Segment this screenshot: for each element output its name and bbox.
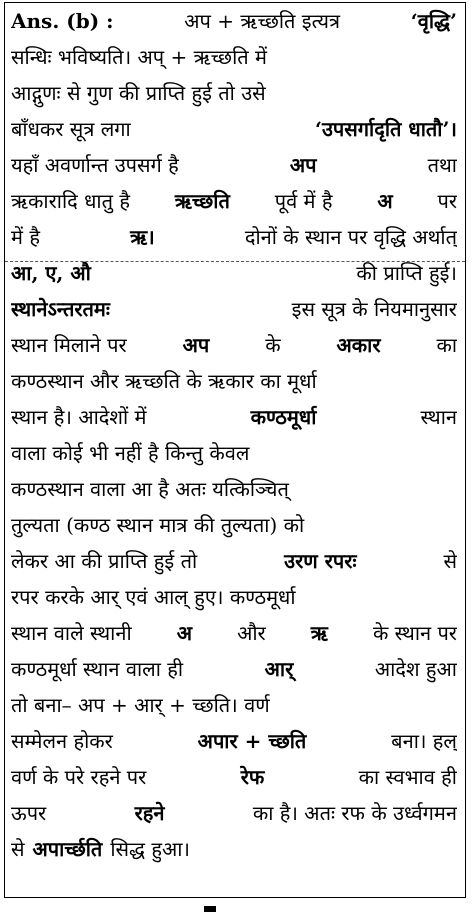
text-segment: पर [437, 189, 457, 213]
bold-term: ऋ [310, 621, 328, 645]
text-segment: स्थान वाले स्थानी [11, 621, 132, 645]
text-line [11, 471, 457, 507]
bold-term: अप [182, 333, 210, 357]
text-segment: बना। हल् [391, 729, 457, 753]
bold-term: ऋ। [130, 225, 155, 249]
text-segment: स्थान मिलाने पर [11, 333, 127, 357]
text-segment: का है। अतः रफ के उर्ध्वगमन [252, 801, 457, 825]
text-segment: के स्थान पर [372, 621, 457, 645]
text-segment: सम्मेलन होकर [11, 729, 113, 753]
bold-term: अ [377, 189, 393, 213]
text-segment: कण्ठस्थान वाला आ है अतः यत्किञ्चित् [11, 477, 289, 501]
bold-term: ‘वृद्धि’ [410, 9, 457, 33]
text-line [11, 507, 457, 543]
text-segment: लेकर आ की प्राप्ति हुई तो [11, 549, 198, 573]
text-line [11, 147, 457, 183]
text-line [11, 723, 457, 759]
bold-term: अपार + च्छति [197, 729, 307, 753]
text-segment: स्थान है। आदेशों में [11, 405, 147, 429]
text-line [11, 687, 457, 723]
text-segment: अप + ऋच्छति इत्यत्र [184, 9, 341, 33]
text-segment: यहाँ अवर्णान्त उपसर्ग है [11, 153, 179, 177]
text-segment: दोनों के स्थान पर वृद्धि अर्थात् [244, 225, 457, 249]
text-line [11, 255, 457, 291]
text-line [11, 111, 457, 147]
text-line [11, 39, 457, 75]
bold-term: रेफ [240, 765, 265, 789]
text-line [11, 579, 457, 615]
text-line [11, 363, 457, 399]
bold-term: उरण रपरः [284, 549, 357, 573]
text-segment: वाला कोई भी नहीं है किन्तु केवल [11, 441, 250, 465]
bold-term: आर् [264, 657, 294, 681]
text-line [11, 183, 457, 219]
bold-term: ऋच्छति [174, 189, 230, 213]
text-segment: ऊपर [11, 801, 47, 825]
text-segment: का [436, 333, 457, 357]
text-segment: की प्राप्ति हुई। [356, 261, 457, 285]
bold-term: अकार [336, 333, 381, 357]
text-segment: से [443, 549, 457, 573]
text-segment: कण्ठमूर्धा स्थान वाला ही [11, 657, 184, 681]
text-segment: में है [11, 225, 40, 249]
text-segment: का स्वभाव ही [358, 765, 457, 789]
text-line [11, 291, 457, 327]
text-segment: तो बना– अप + आर् + च्छति। वर्ण [11, 693, 270, 717]
bold-term: कण्ठमूर्धा [250, 405, 317, 429]
bold-term: रहने [134, 801, 165, 825]
text-segment: तथा [427, 153, 457, 177]
text-segment: आद्गुणः से गुण की प्राप्ति हुई तो उसे [11, 81, 266, 105]
bold-term: स्थानेऽन्तरतमः [11, 297, 110, 321]
text-segment: कण्ठस्थान और ऋच्छति के ऋकार का मूर्धा [11, 369, 317, 393]
text-segment: के [265, 333, 281, 357]
bold-term: अप [289, 153, 317, 177]
bold-term: आ, ए, औ [11, 261, 91, 285]
text-line [11, 831, 457, 867]
text-line [11, 615, 457, 651]
text-line [11, 435, 457, 471]
answer-box [4, 2, 466, 898]
text-segment: रपर करके आर् एवं आल् हुए। कण्ठमूर्धा [11, 585, 296, 609]
text-segment: वर्ण के परे रहने पर [11, 765, 147, 789]
text-segment: से [11, 837, 25, 861]
bold-term: अ [176, 621, 192, 645]
text-line [11, 75, 457, 111]
text-line [11, 651, 457, 687]
bold-term: अपार्च्छति [32, 837, 103, 861]
text-segment: और [237, 621, 266, 645]
text-line [11, 3, 457, 39]
text-line [11, 543, 457, 579]
text-segment: सन्धिः भवि‍ष्यति। अप् + ऋच्छति में [11, 45, 267, 69]
text-segment: सिद्ध हुआ। [110, 837, 190, 861]
text-segment: बाँधकर सूत्र लगा [11, 117, 131, 141]
text-segment: पूर्व में है [274, 189, 333, 213]
text-segment: स्थान [420, 405, 457, 429]
bold-term: Ans. (b) : [11, 9, 114, 33]
answer-text [11, 3, 457, 867]
text-segment: तुल्यता (कण्ठ स्थान मात्र की तुल्यता) को [11, 513, 305, 537]
text-line [11, 327, 457, 363]
text-segment: इस सूत्र के नियमानुसार [291, 297, 457, 321]
text-segment: आदेश हुआ [374, 657, 457, 681]
text-line [11, 759, 457, 795]
text-line [11, 219, 457, 255]
text-line [11, 795, 457, 831]
cropped-text-fragment [204, 906, 216, 912]
text-line [11, 399, 457, 435]
bold-term: ‘उपसर्गादृति धातौ’। [314, 117, 457, 141]
text-segment: ऋकारादि धातु है [11, 189, 130, 213]
